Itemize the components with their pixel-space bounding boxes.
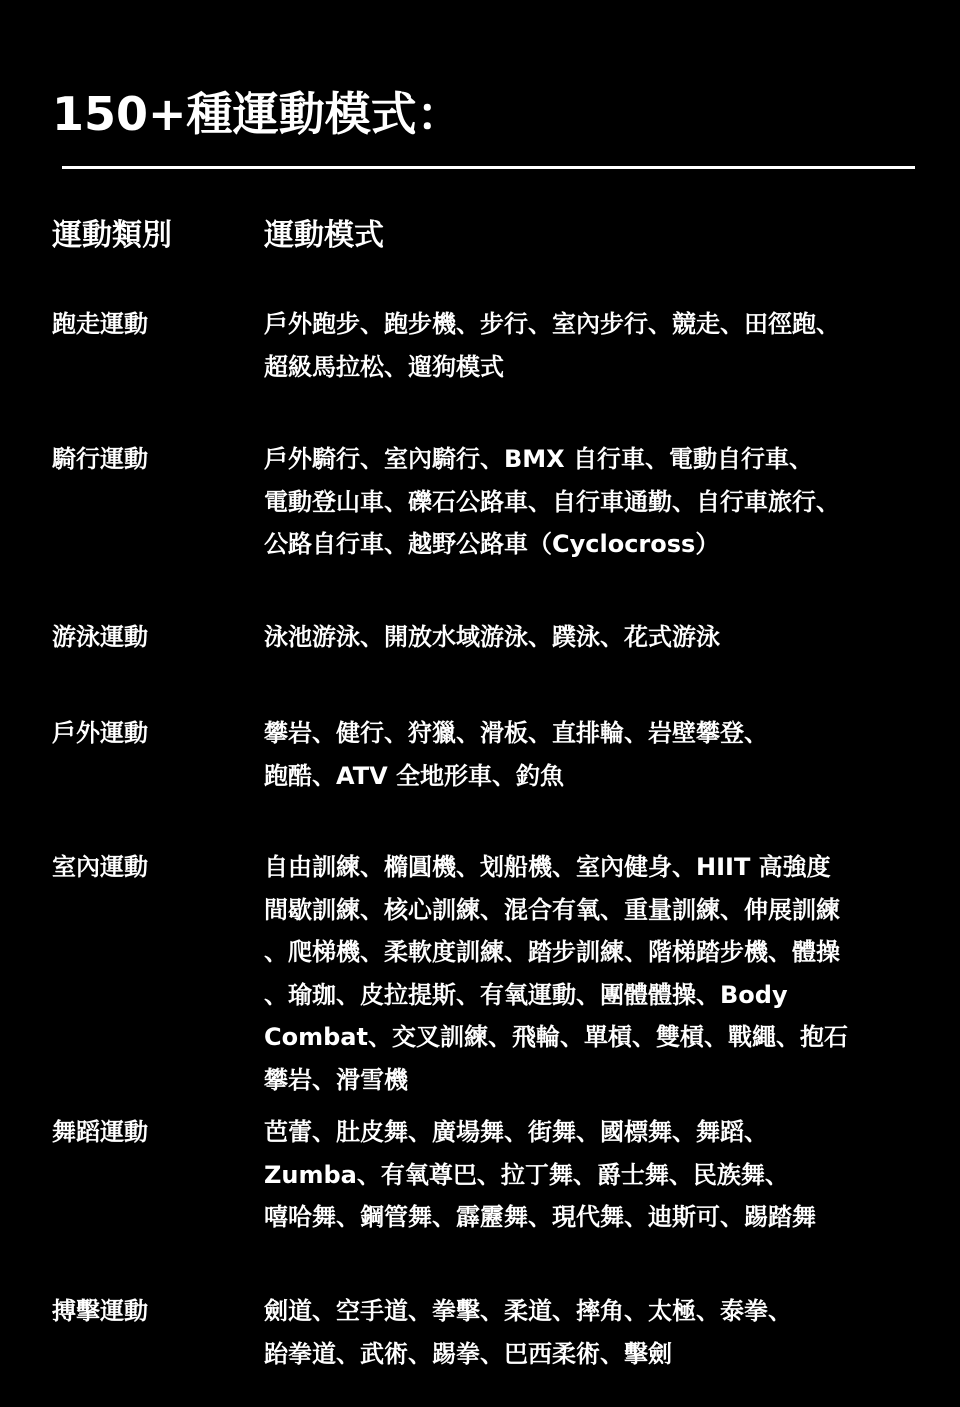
category-swimming: 游泳運動 xyxy=(52,623,148,651)
header-category: 運動類別 xyxy=(52,218,172,253)
category-outdoor: 戶外運動 xyxy=(52,719,148,747)
category-indoor: 室內運動 xyxy=(52,853,148,881)
modes-line: 戶外跑步、跑步機、步行、室內步行、競走、田徑跑、 xyxy=(264,310,840,338)
modes-line: 、瑜珈、皮拉提斯、有氧運動、團體體操、Body xyxy=(264,980,788,1009)
category-dance: 舞蹈運動 xyxy=(52,1118,148,1146)
modes-line: 芭蕾、肚皮舞、廣場舞、街舞、國標舞、舞蹈、 xyxy=(264,1118,768,1146)
modes-line: 跑酷、ATV 全地形車、釣魚 xyxy=(264,761,565,790)
header-modes: 運動模式 xyxy=(264,218,384,253)
page-title: 150+種運動模式： xyxy=(52,87,463,141)
category-cycling: 騎行運動 xyxy=(52,445,148,473)
modes-line: 嘻哈舞、鋼管舞、霹靂舞、現代舞、迪斯可、踢踏舞 xyxy=(264,1203,816,1231)
modes-running xyxy=(264,303,914,388)
modes-line: 泳池游泳、開放水域游泳、蹼泳、花式游泳 xyxy=(264,623,720,651)
title-divider xyxy=(62,166,915,169)
modes-outdoor xyxy=(264,712,914,797)
modes-line: 跆拳道、武術、踢拳、巴西柔術、擊劍 xyxy=(264,1339,672,1368)
modes-line: 超級馬拉松、遛狗模式 xyxy=(264,352,504,381)
modes-line: 自由訓練、橢圓機、划船機、室內健身、HIIT 高強度 xyxy=(264,853,831,881)
modes-line: Zumba、有氧尊巴、拉丁舞、爵士舞、民族舞、 xyxy=(264,1160,789,1189)
category-running: 跑走運動 xyxy=(52,310,148,338)
modes-swimming xyxy=(264,616,914,659)
modes-line: 攀岩、健行、狩獵、滑板、直排輪、岩壁攀登、 xyxy=(264,719,768,747)
modes-line: 、爬梯機、柔軟度訓練、踏步訓練、階梯踏步機、體操 xyxy=(264,938,840,966)
modes-line: 戶外騎行、室內騎行、BMX 自行車、電動自行車、 xyxy=(264,445,814,473)
modes-line: 公路自行車、越野公路車（Cyclocross） xyxy=(264,530,720,558)
modes-indoor xyxy=(264,846,914,1101)
modes-line: Combat、交叉訓練、飛輪、單槓、雙槓、戰繩、抱石 xyxy=(264,1023,848,1051)
modes-cycling xyxy=(264,438,914,566)
category-combat: 搏擊運動 xyxy=(52,1297,148,1325)
modes-line: 攀岩、滑雪機 xyxy=(264,1065,408,1094)
modes-dance xyxy=(264,1111,914,1239)
modes-combat xyxy=(264,1290,914,1375)
modes-line: 間歇訓練、核心訓練、混合有氧、重量訓練、伸展訓練 xyxy=(264,895,840,924)
modes-line: 劍道、空手道、拳擊、柔道、摔角、太極、泰拳、 xyxy=(264,1297,792,1325)
modes-line: 電動登山車、礫石公路車、自行車通勤、自行車旅行、 xyxy=(264,487,840,516)
